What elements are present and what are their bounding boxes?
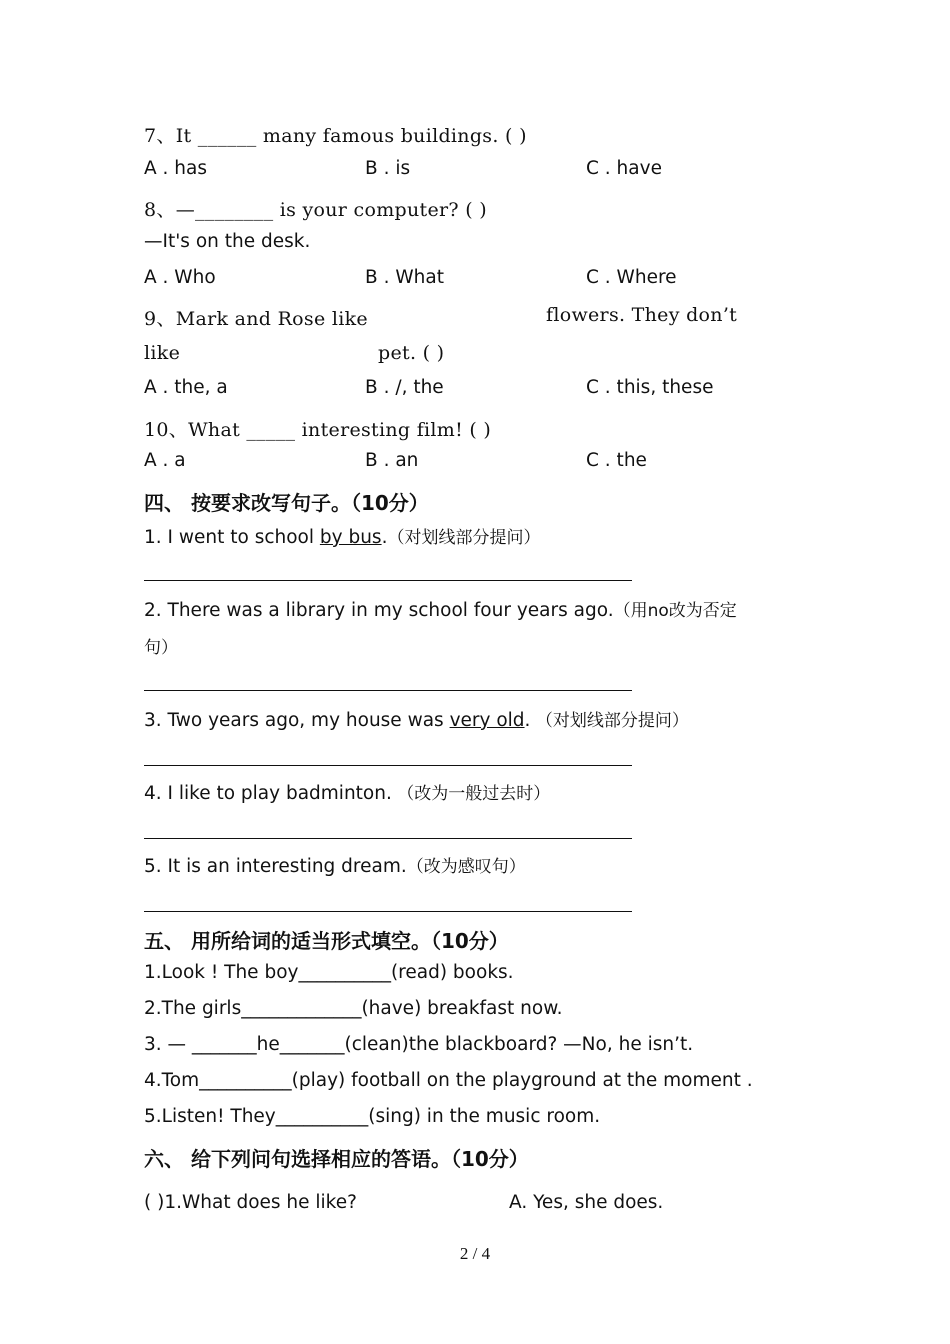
rewrite-4-note: （改为一般过去时） — [391, 784, 551, 804]
question-9-stem-part2: flowers. They don’t — [546, 304, 738, 326]
rewrite-item-1 — [144, 523, 540, 548]
q10-option-b: B . an — [365, 450, 419, 471]
section-4-heading: 四、 按要求改写句子。（10分） — [144, 491, 429, 515]
rewrite-2-note: （用no改为否定 — [613, 601, 737, 621]
fill-item-3: 3. — _______he_______(clean)the blackboard? —No, he isn’t. — [144, 1034, 694, 1055]
question-8-answer-line: —It's on the desk. — [144, 231, 311, 252]
page-number: 2 / 4 — [459, 1244, 491, 1263]
rewrite-item-4 — [144, 779, 550, 804]
rewrite-2-text: 2. There was a library in my school four years ago. — [144, 600, 614, 621]
question-9-stem-line2-a: like — [144, 342, 181, 364]
question-8-stem: 8、—________ is your computer? ( ) — [144, 199, 487, 221]
q10-option-a: A . a — [144, 450, 186, 471]
question-9-stem-line2-b: pet. ( ) — [378, 342, 445, 364]
q7-option-c: C . have — [586, 158, 662, 179]
rewrite-1-text: 1. I went to school — [144, 527, 320, 548]
question-10-stem: 10、What _____ interesting film! ( ) — [144, 419, 492, 441]
rewrite-2-note-continued: 句） — [144, 638, 178, 658]
q9-option-c: C . this, these — [586, 377, 714, 398]
rewrite-4-text: 4. I like to play badminton. — [144, 783, 392, 804]
rewrite-1-underlined: by bus — [319, 527, 382, 548]
rewrite-3-underlined: very old — [449, 710, 525, 731]
rewrite-1-note: （对划线部分提问） — [387, 528, 541, 548]
rewrite-3-text: 3. Two years ago, my house was — [144, 710, 450, 731]
rewrite-5-text: 5. It is an interesting dream. — [144, 856, 407, 877]
answer-line-5[interactable] — [144, 911, 632, 912]
q10-option-c: C . the — [586, 450, 647, 471]
fill-item-5: 5.Listen! They__________(sing) in the music room. — [144, 1106, 601, 1127]
rewrite-3-post: . — [524, 710, 531, 731]
answer-line-4[interactable] — [144, 838, 632, 839]
question-7-stem: 7、It ______ many famous buildings. ( ) — [144, 125, 527, 147]
fill-item-1: 1.Look ! The boy__________(read) books. — [144, 962, 514, 983]
question-9-stem-part1: 9、Mark and Rose like — [144, 308, 368, 330]
rewrite-item-2 — [144, 596, 737, 621]
q9-option-b: B . /, the — [365, 377, 444, 398]
match-answer-a: A. Yes, she does. — [509, 1192, 664, 1213]
rewrite-3-note: （对划线部分提问） — [530, 711, 689, 731]
q7-option-a: A . has — [144, 158, 207, 179]
q9-option-a: A . the, a — [144, 377, 228, 398]
q8-option-c: C . Where — [586, 267, 677, 288]
rewrite-item-5 — [144, 852, 526, 877]
section-5-heading: 五、 用所给词的适当形式填空。（10分） — [144, 929, 509, 953]
fill-item-4: 4.Tom__________(play) football on the playground at the moment . — [144, 1070, 753, 1091]
fill-item-2: 2.The girls_____________(have) breakfast now. — [144, 998, 563, 1019]
q8-option-a: A . Who — [144, 267, 216, 288]
answer-line-2[interactable] — [144, 690, 632, 691]
answer-line-3[interactable] — [144, 765, 632, 766]
rewrite-1-post: . — [381, 527, 388, 548]
match-question-1: ( )1.What does he like? — [144, 1192, 357, 1213]
rewrite-item-3 — [144, 706, 689, 731]
q8-option-b: B . What — [365, 267, 444, 288]
rewrite-5-note: （改为感叹句） — [406, 857, 526, 877]
q7-option-b: B . is — [365, 158, 411, 179]
section-6-heading: 六、 给下列问句选择相应的答语。（10分） — [144, 1147, 529, 1171]
answer-line-1[interactable] — [144, 580, 632, 581]
